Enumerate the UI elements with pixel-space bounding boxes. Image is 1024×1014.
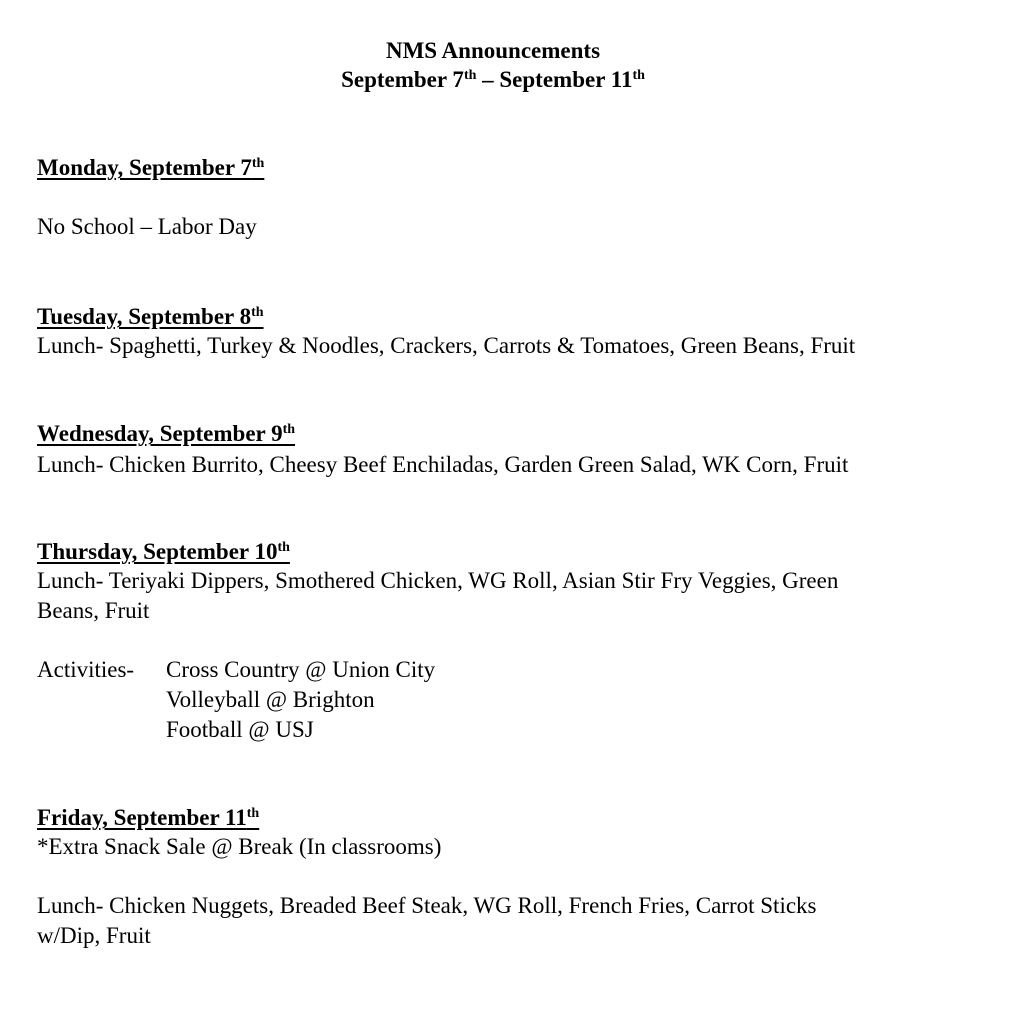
monday-heading: [37, 154, 264, 182]
thursday-heading: [37, 538, 290, 566]
thursday-heading-sup: th: [277, 540, 290, 555]
friday-note: *Extra Snack Sale @ Break (In classrooms): [37, 834, 442, 859]
tuesday-heading-sup: th: [251, 305, 264, 320]
thursday-activity-item: Football @ USJ: [166, 717, 314, 742]
document-title-text: NMS Announcements: [385, 38, 601, 63]
thursday-lunch-line-2: Beans, Fruit: [37, 598, 150, 623]
monday-heading-text: Monday, September 7: [37, 155, 252, 180]
friday-lunch-line-1: Lunch- Chicken Nuggets, Breaded Beef Steak, WG Roll, French Fries, Carrot Sticks: [37, 893, 817, 918]
document-title: [0, 37, 986, 65]
thursday-activities-label: Activities-: [37, 657, 135, 682]
friday-heading: [37, 804, 259, 832]
monday-heading-sup: th: [251, 156, 265, 171]
tuesday-heading: [37, 303, 264, 331]
date-range-start: September 7: [341, 67, 464, 92]
tuesday-heading-text: Tuesday, September 8: [37, 304, 252, 329]
wednesday-heading-text: Wednesday, September 9: [37, 421, 283, 446]
friday-heading-text: Friday, September 11: [37, 805, 247, 830]
monday-note: No School – Labor Day: [37, 214, 257, 239]
friday-heading-sup: th: [246, 806, 260, 821]
date-range-start-sup: th: [463, 68, 477, 83]
date-range-end: September 11: [499, 67, 633, 92]
date-range: [0, 66, 986, 94]
thursday-activity-item: Cross Country @ Union City: [166, 657, 436, 682]
thursday-lunch-line-1: Lunch- Teriyaki Dippers, Smothered Chicken, WG Roll, Asian Stir Fry Veggies, Green: [37, 568, 839, 593]
tuesday-lunch: Lunch- Spaghetti, Turkey & Noodles, Crackers, Carrots & Tomatoes, Green Beans, Fruit: [37, 333, 856, 358]
wednesday-lunch: Lunch- Chicken Burrito, Cheesy Beef Enchiladas, Garden Green Salad, WK Corn, Fruit: [37, 452, 849, 477]
thursday-heading-text: Thursday, September 10: [37, 539, 278, 564]
wednesday-heading-sup: th: [282, 422, 296, 437]
wednesday-heading: [37, 420, 295, 448]
date-range-separator: –: [476, 67, 500, 92]
friday-lunch-line-2: w/Dip, Fruit: [37, 923, 151, 948]
date-range-end-sup: th: [632, 68, 645, 83]
thursday-activity-item: Volleyball @ Brighton: [166, 687, 375, 712]
